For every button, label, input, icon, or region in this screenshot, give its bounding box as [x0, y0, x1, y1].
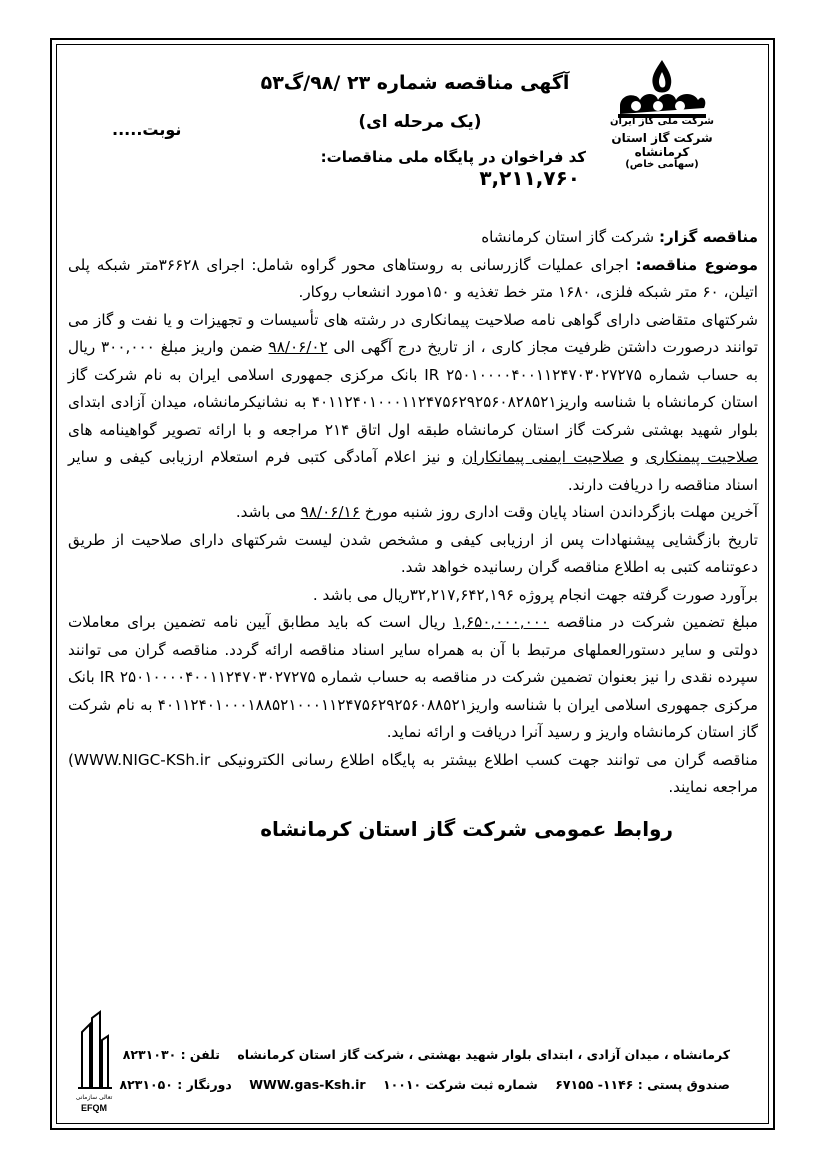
eligibility-and: و — [631, 448, 639, 466]
website-paragraph — [68, 747, 758, 802]
notice-body — [68, 224, 758, 843]
signature: روابط عمومی شرکت گاز استان کرمانشاه — [260, 816, 673, 841]
flame-logo-icon — [614, 58, 710, 120]
notice-turn: نوبت..... — [112, 120, 182, 139]
footer-pobox: صندوق پستی : ۱۱۴۶- ۶۷۱۵۵ — [555, 1077, 730, 1092]
tenderer-label: مناقصه گزار: — [658, 228, 758, 246]
footer-website[interactable]: WWW.gas-Ksh.ir — [249, 1077, 366, 1092]
return-deadline-paragraph — [68, 499, 758, 527]
efqm-badge — [66, 1010, 122, 1113]
guarantee-amount: ۱,۶۵۰,۰۰۰,۰۰۰ — [453, 613, 550, 631]
efqm-building-icon — [74, 1010, 114, 1090]
contracting-qualification: صلاحیت پیمنکاری — [645, 448, 758, 466]
guarantee-text-a: مبلغ تضمین شرکت در مناقصه — [556, 613, 759, 631]
notice-title: آگهی مناقصه شماره ۲۳ /۹۸/گ۵۳ — [260, 72, 570, 94]
footer-registration: شماره ثبت شرکت ۱۰۰۱۰ — [383, 1077, 538, 1092]
website-text: مناقصه گران می توانند جهت کسب اطلاع بیشتر به پایگاه اطلاع رسانی الکترونیکی — [217, 750, 758, 769]
website-link[interactable]: (WWW.NIGC-KSh.ir — [68, 750, 211, 769]
opening-paragraph: تاریخ بازگشایی پیشنهادات پس از ارزیابی کیفی و مشخص شدن لیست شرکتهای دارای صلاحیت از طریق دعوتنامه کتبی به اطلاع مناقصه گران رسانیده خواهد شد. — [68, 530, 758, 576]
nigc-logo — [598, 58, 726, 170]
footer-row-address — [122, 1040, 730, 1070]
footer-phone-label: تلفن : — [180, 1047, 220, 1062]
efqm-caption: EFQM — [81, 1103, 107, 1113]
eligibility-paragraph — [68, 307, 758, 500]
guarantee-paragraph — [68, 609, 758, 747]
eligibility-text-c: و نیز اعلام آمادگی کتبی فرم استعلام ارزیابی کیفی و سایر اسناد مناقصه را دریافت دارند. — [68, 448, 758, 494]
footer-address: کرمانشاه ، میدان آزادی ، ابتدای بلوار شهید بهشتی ، شرکت گاز استان کرمانشاه — [237, 1047, 730, 1062]
deadline-receive-date: ۹۸/۰۶/۰۲ — [268, 338, 328, 356]
subject-label: موضوع مناقصه: — [635, 255, 758, 274]
estimate-paragraph: برآورد صورت گرفته جهت انجام پروژه ۳۲,۲۱۷,۶۴۲,۱۹۶ریال می باشد . — [312, 585, 758, 604]
footer-fax: ۸۲۳۱۰۵۰ — [119, 1077, 173, 1092]
guarantee-text-b: ریال است که باید مطابق آیین نامه تضمین برای معاملات دولتی و سایر دستورالعملهای مرتبط با آن به همراه سایر اسناد مناقصه ارائه گردد. مناقصه گران می توانند سپرده نقدی را نیز بعنوان تضمین شرکت در مناقصه به حساب شماره IR ۲۵۰۱۰۰۰۰۴۰۰۱۱۲۴۷۰۳۰۲۷۲۷۵ بانک مرکزی جمهوری اسلامی ایران با شناسه واریز۴۰۱۱۲۴۰۱۰۰۰۱۸۸۵۲۱۰۰۰۱۱۲۴۷۵۶۲۹۲۵۶۰۸۸۵۲۱ به نام شرکت گاز استان کرمانشاه واریز و رسید آنرا دریافت و ارائه نماید. — [68, 613, 759, 741]
footer-row-contact — [119, 1070, 730, 1100]
tenderer-value: شرکت گاز استان کرمانشاه — [481, 228, 655, 246]
logo-company-name: شرکت گاز استان کرمانشاه — [611, 131, 713, 159]
return-deadline-text: آخرین مهلت بازگرداندن اسناد پایان وقت اداری روز شنبه مورخ — [364, 503, 758, 521]
notice-stage: (یک مرحله ای) — [358, 112, 482, 132]
website-text-end: مراجعه نمایند. — [668, 778, 758, 796]
call-code-label: کد فراخوان در پایگاه ملی مناقصات: — [320, 148, 586, 166]
call-code — [236, 148, 586, 190]
call-code-value: ۳,۲۱۱,۷۶۰ — [479, 166, 580, 190]
efqm-subtitle: تعالی سازمانی — [75, 1094, 113, 1101]
safety-qualification: صلاحیت ایمنی پیمانکاران — [462, 448, 624, 466]
eligibility-text-b: ضمن واریز مبلغ ۳۰۰,۰۰۰ ریال به حساب شماره IR ۲۵۰۱۰۰۰۰۴۰۰۱۱۲۴۷۰۳۰۲۷۲۷۵ بانک مرکزی جمهوری اسلامی ایران به نام شرکت گاز استان کرمانشاه با شناسه واریز۴۰۱۱۲۴۰۱۰۰۰۱۱۲۴۷۵۶۲۹۲۵۶۰۸۲۸۵۲۱ به نشانیکرمانشاه، میدان آزادی ابتدای بلوار شهید بهشتی شرکت گاز استان کرمانشاه طبقه اول اتاق ۲۱۴ مراجعه و با ارائه تصویر گواهینامه های — [68, 338, 759, 439]
tenderer-line — [68, 224, 758, 252]
logo-company-type: (سهامی خاص) — [625, 159, 699, 170]
footer — [119, 1040, 730, 1100]
footer-fax-label: دورنگار : — [177, 1077, 232, 1092]
subject-paragraph — [68, 252, 758, 307]
footer-phone: ۸۲۳۱۰۳۰ — [122, 1047, 177, 1062]
subject-text: اجرای عملیات گازرسانی به روستاهای محور گراوه شامل: اجرای ۳۶۶۲۸متر شبکه پلی اتیلن، ۶۰ متر شبکه فلزی، ۱۶۸۰ متر خط تغذیه و ۱۵۰مورد انشعاب روکار. — [68, 255, 758, 301]
eligibility-text-a: شرکتهای متقاضی دارای گواهی نامه صلاحیت پیمانکاری در رشته های تأسیسات و تجهیزات و یا نفت و گاز می توانند درصورت داشتن ظرفیت مجاز کاری ، از تاریخ درج آگهی الی — [68, 310, 758, 356]
return-deadline-date: ۹۸/۰۶/۱۶ — [300, 503, 360, 521]
return-deadline-end: می باشد. — [235, 503, 296, 521]
logo-company-national: شرکت ملی گاز ایران — [610, 116, 714, 127]
